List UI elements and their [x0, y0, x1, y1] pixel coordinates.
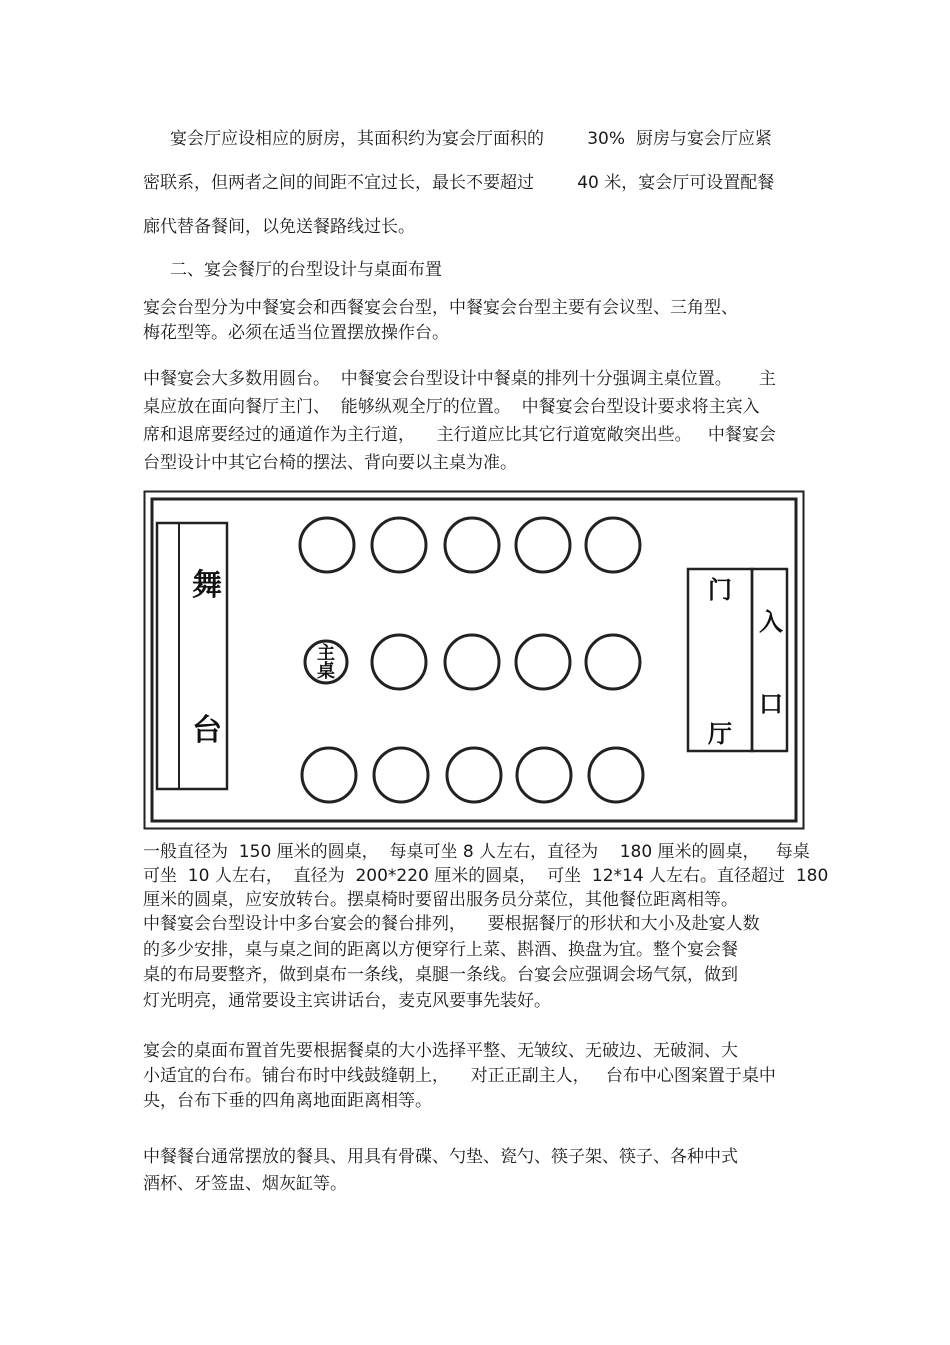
- paragraph-main-table-line-4: 台型设计中其它台椅的摆法、背向要以主桌为准。: [143, 453, 517, 473]
- table-circle: [445, 635, 499, 689]
- paragraph-main-table-line-1: 中餐宴会大多数用圆台。 中餐宴会台型设计中餐桌的排列十分强调主桌位置。 主: [143, 369, 776, 389]
- paragraph-tableware-line-1: 中餐餐台通常摆放的餐具、用具有骨碟、勺垫、瓷勺、筷子架、筷子、各种中式: [143, 1147, 738, 1167]
- paragraph-tablecloth-line-3: 央，台布下垂的四角离地面距离相等。: [143, 1091, 432, 1111]
- table-circle: [445, 518, 499, 572]
- table-circle: [300, 518, 354, 572]
- foyer-label-1: 门: [708, 576, 732, 604]
- main-table-label-2: 桌: [317, 661, 335, 682]
- stage: [157, 523, 227, 789]
- stage-label-2: 台: [192, 713, 222, 748]
- paragraph-tableware-line-2: 酒杯、牙签盅、烟灰缸等。: [143, 1174, 347, 1194]
- table-circle: [447, 748, 501, 802]
- paragraph-kitchen-line-2: 密联系，但两者之间的间距不宜过长，最长不要超过 40 米，宴会厅可设置配餐: [143, 173, 775, 193]
- paragraph-table-size-line-2: 可坐 10 人左右， 直径为 200*220 厘米的圆桌， 可坐 12*14 人左右。直径超过 180: [143, 866, 829, 886]
- table-circle: [586, 635, 640, 689]
- table-circle: [516, 518, 570, 572]
- table-circle: [586, 518, 640, 572]
- entrance-label-2: 口: [759, 690, 783, 718]
- table-circle: [517, 748, 571, 802]
- table-circle: [302, 748, 356, 802]
- paragraph-table-size-line-5: 的多少安排，桌与桌之间的距离以方便穿行上菜、斟酒、换盘为宜。整个宴会餐: [143, 940, 738, 960]
- paragraph-layout-types-line-2: 梅花型等。必须在适当位置摆放操作台。: [143, 323, 449, 343]
- paragraph-kitchen-line-3: 廊代替备餐间，以免送餐路线过长。: [143, 217, 415, 237]
- table-circle: [589, 748, 643, 802]
- main-table-label-1: 主: [317, 643, 335, 664]
- paragraph-tablecloth-line-2: 小适宜的台布。铺台布时中线鼓缝朝上， 对正正副主人， 台布中心图案置于桌中: [143, 1066, 776, 1086]
- paragraph-table-size-line-1: 一般直径为 150 厘米的圆桌， 每桌可坐 8 人左右，直径为 180 厘米的圆桌， 每桌: [143, 842, 810, 862]
- paragraph-table-size-line-6: 桌的布局要整齐，做到桌布一条线，桌腿一条线。台宴会应强调会场气氛，做到: [143, 965, 738, 985]
- table-circle: [372, 518, 426, 572]
- hall-inner-border: [152, 499, 796, 821]
- paragraph-layout-types-line-1: 宴会台型分为中餐宴会和西餐宴会台型，中餐宴会台型主要有会议型、三角型、: [143, 298, 738, 318]
- paragraph-table-size-line-3: 厘米的圆桌，应安放转台。摆桌椅时要留出服务员分菜位，其他餐位距离相等。: [143, 890, 738, 910]
- entrance: [752, 569, 787, 751]
- paragraph-main-table-line-2: 桌应放在面向餐厅主门、 能够纵观全厅的位置。 中餐宴会台型设计要求将主宾入: [143, 397, 760, 417]
- paragraph-main-table-line-3: 席和退席要经过的通道作为主行道， 主行道应比其它行道宽敞突出些。 中餐宴会: [143, 425, 776, 445]
- table-circle: [516, 635, 570, 689]
- section-heading: 二、宴会餐厅的台型设计与桌面布置: [170, 260, 442, 280]
- hall-outer-border: [145, 492, 804, 829]
- paragraph-kitchen-line-1: 宴会厅应设相应的厨房，其面积约为宴会厅面积的 30% 厨房与宴会厅应紧: [170, 129, 772, 149]
- paragraph-table-size-line-7: 灯光明亮，通常要设主宾讲话台，麦克风要事先装好。: [143, 991, 551, 1011]
- table-circle: [374, 748, 428, 802]
- banquet-layout-diagram: [143, 490, 805, 830]
- paragraph-table-size-line-4: 中餐宴会台型设计中多台宴会的餐台排列， 要根据餐厅的形状和大小及赴宴人数: [143, 914, 760, 934]
- stage-label-1: 舞: [192, 568, 222, 603]
- paragraph-tablecloth-line-1: 宴会的桌面布置首先要根据餐桌的大小选择平整、无皱纹、无破边、无破洞、大: [143, 1041, 738, 1061]
- foyer-label-2: 厅: [708, 720, 732, 748]
- entrance-label-1: 入: [759, 608, 783, 636]
- table-circle: [372, 635, 426, 689]
